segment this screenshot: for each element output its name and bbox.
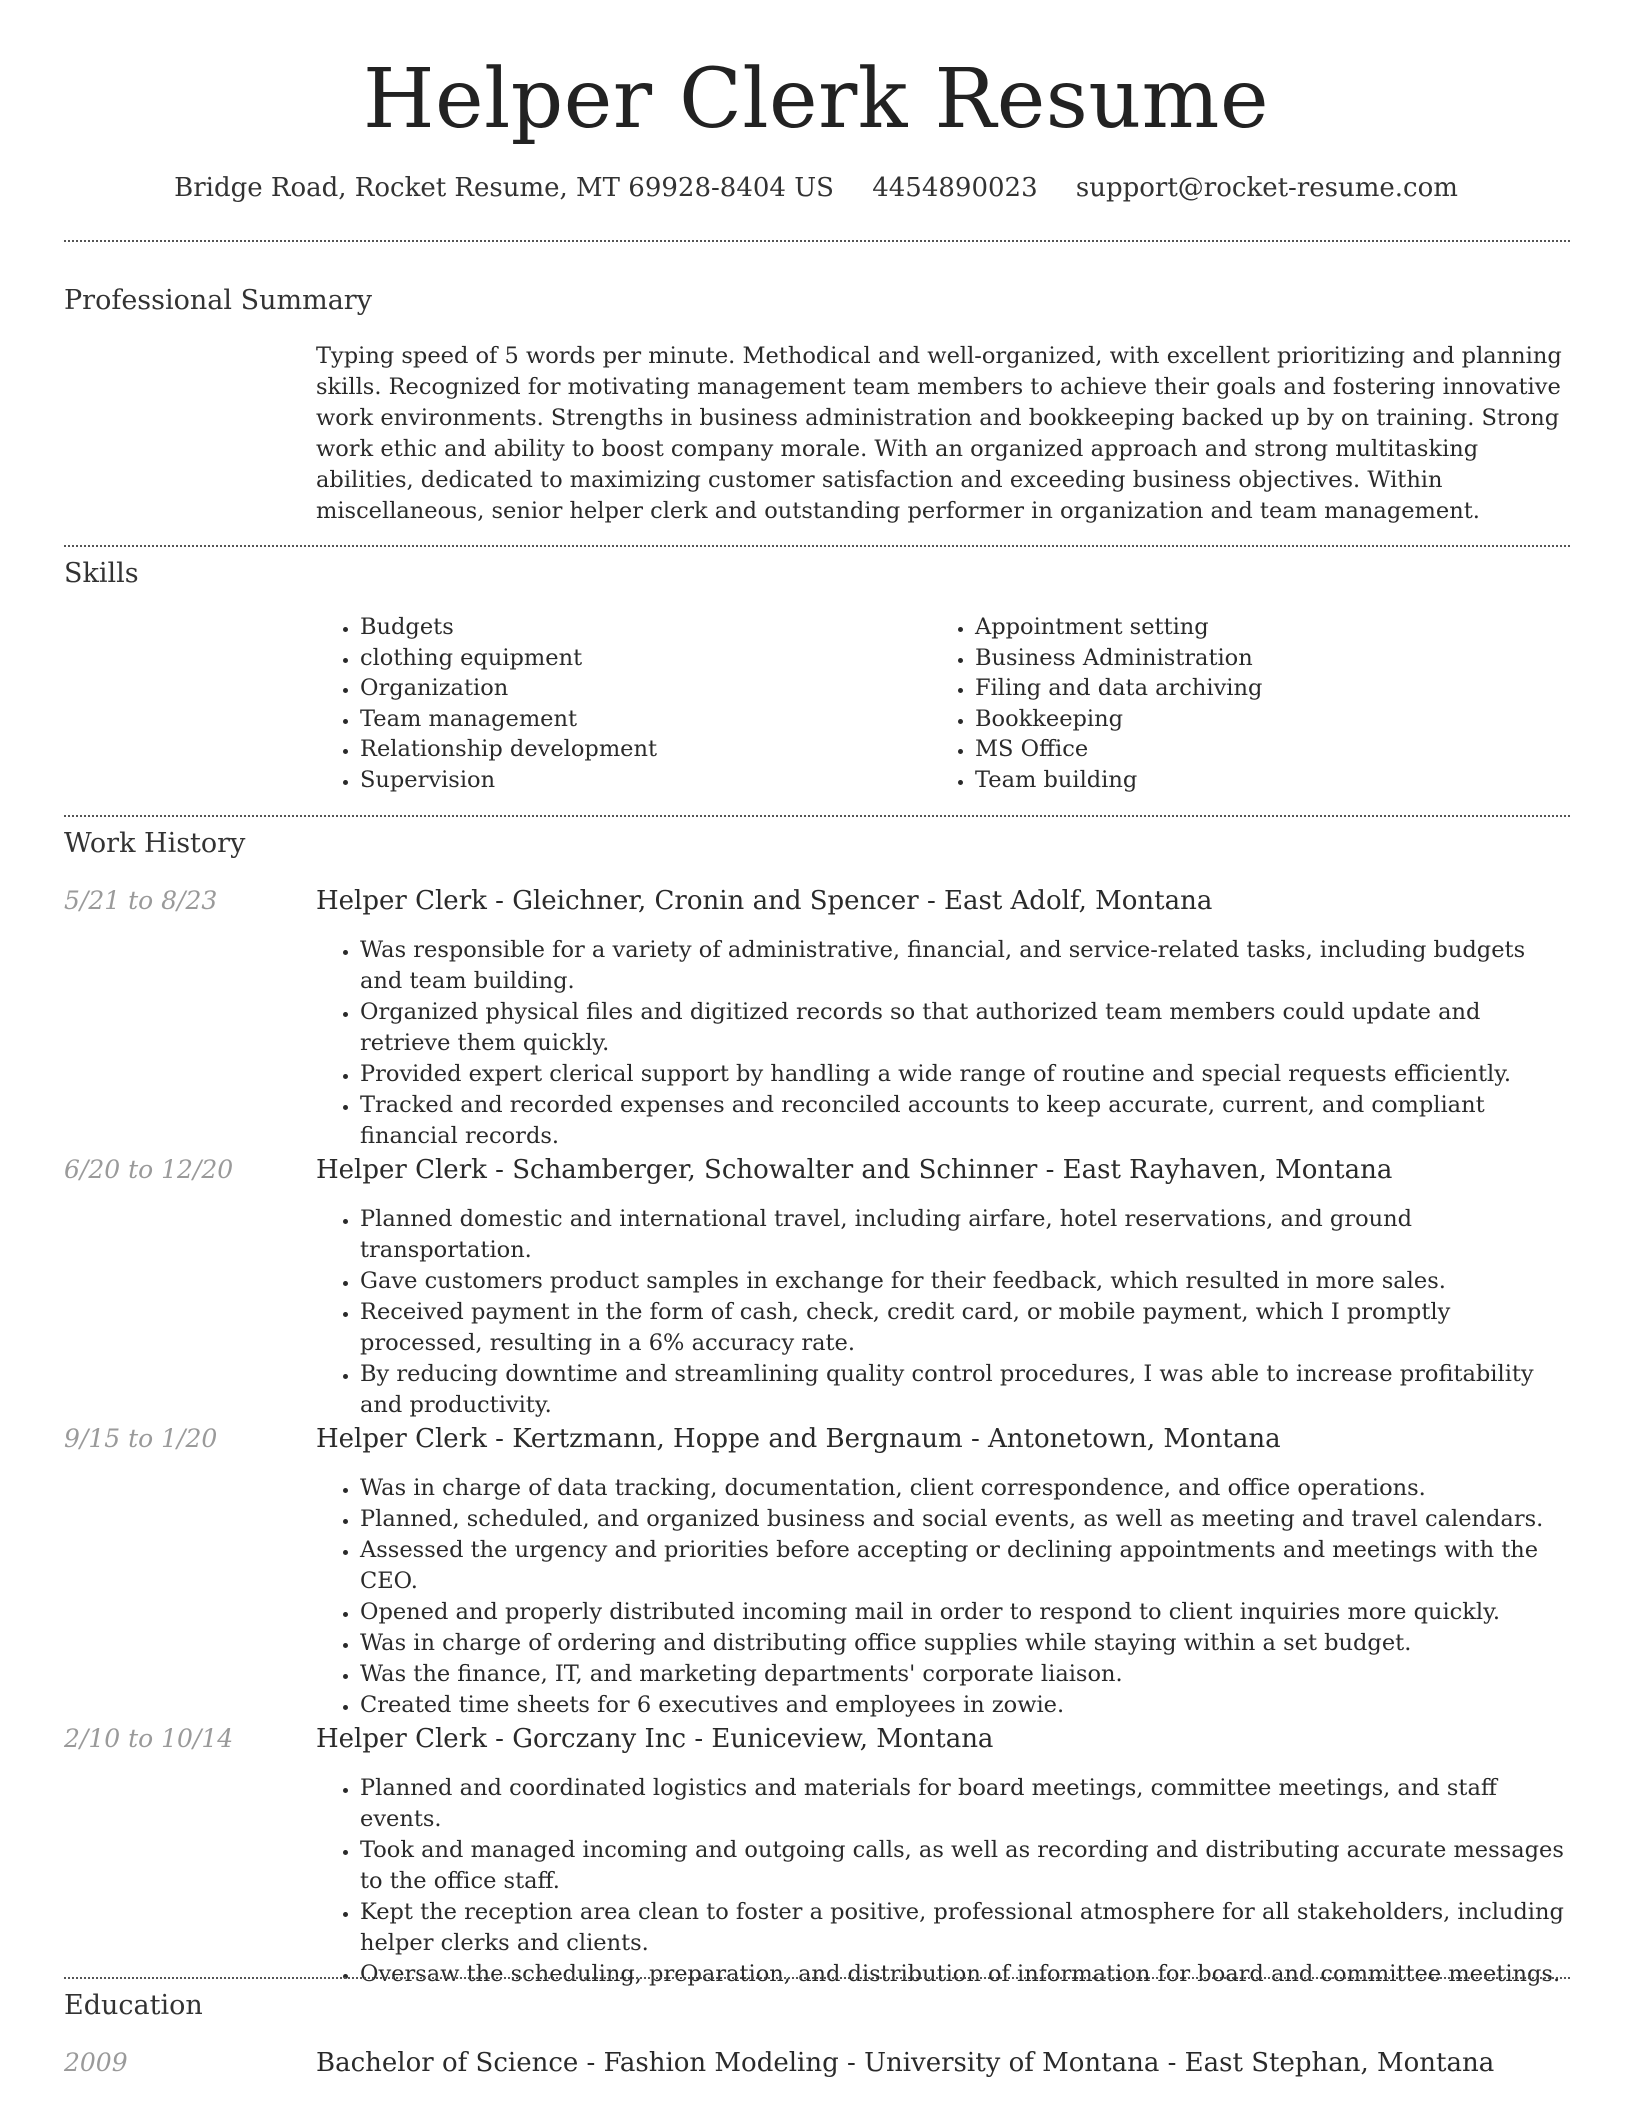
- skill-item: • Organization: [360, 673, 896, 704]
- job-dates: 6/20 to 12/20: [64, 1155, 234, 1184]
- job-bullet: • By reducing downtime and streamlining quality control procedures, I was able to increase profitability and productivity.: [360, 1359, 1570, 1421]
- job-bullets: [316, 1204, 1570, 1421]
- job-bullet: • Was in charge of ordering and distributing office supplies while staying within a set budget.: [360, 1628, 1570, 1659]
- skill-item: • clothing equipment: [360, 643, 896, 674]
- education-year: 2009: [64, 2048, 128, 2077]
- summary-heading: Professional Summary: [64, 285, 372, 316]
- skill-item: • Appointment setting: [975, 612, 1531, 643]
- job-bullets: [316, 935, 1570, 1152]
- contact-line: [0, 170, 1632, 206]
- divider: [64, 240, 1570, 242]
- job-bullet: • Oversaw the scheduling, preparation, and distribution of information for board and committee meetings.: [360, 1959, 1570, 1990]
- job-bullet: • Tracked and recorded expenses and reconciled accounts to keep accurate, current, and compliant financial records.: [360, 1090, 1570, 1152]
- job-bullet: • Was responsible for a variety of administrative, financial, and service-related tasks, including budgets and team building.: [360, 935, 1570, 997]
- resume-title: Helper Clerk Resume: [363, 52, 1269, 147]
- divider: [64, 1977, 1570, 1979]
- education-degree: Bachelor of Science - Fashion Modeling - University of Montana - East Stephan, Montana: [316, 2048, 1495, 2078]
- skills-right-column: [931, 612, 1531, 796]
- job-bullet: • Planned domestic and international travel, including airfare, hotel reservations, and ground transportation.: [360, 1204, 1570, 1266]
- job-bullet: • Took and managed incoming and outgoing calls, as well as recording and distributing accurate messages to the office staff.: [360, 1835, 1570, 1897]
- job-bullet: • Was in charge of data tracking, documentation, client correspondence, and office operations.: [360, 1473, 1570, 1504]
- skill-item: • Supervision: [360, 765, 896, 796]
- education-heading: Education: [64, 1990, 203, 2021]
- work-history-heading: Work History: [64, 828, 246, 859]
- job-title: Helper Clerk - Gorczany Inc - Euniceview, Montana: [316, 1724, 994, 1754]
- job-bullets: [316, 1473, 1570, 1721]
- summary-text: Typing speed of 5 words per minute. Methodical and well-organized, with excellent prioritizing and planning skills. Recognized for motivating management team members to achieve their goals and fostering innovative work environments. Strengths in business administration and bookkeeping backed up by on training. Strong work ethic and ability to boost company morale. With an organized approach and strong multitasking abilities, dedicated to maximizing customer satisfaction and exceeding business objectives. Within miscellaneous, senior helper clerk and outstanding performer in organization and team management.: [316, 343, 1562, 524]
- skills-left-column: [316, 612, 896, 796]
- job-dates: 2/10 to 10/14: [64, 1724, 234, 1753]
- divider: [64, 545, 1570, 547]
- skill-item: • MS Office: [975, 734, 1531, 765]
- job-bullet: • Planned and coordinated logistics and materials for board meetings, committee meetings, and staff events.: [360, 1773, 1570, 1835]
- job-title: Helper Clerk - Kertzmann, Hoppe and Bergnaum - Antonetown, Montana: [316, 1424, 1281, 1454]
- skill-item: • Bookkeeping: [975, 704, 1531, 735]
- skill-item: • Business Administration: [975, 643, 1531, 674]
- job-bullet: • Received payment in the form of cash, check, credit card, or mobile payment, which I promptly processed, resulting in a 6% accuracy rate.: [360, 1297, 1570, 1359]
- job-bullet: • Provided expert clerical support by handling a wide range of routine and special requests efficiently.: [360, 1059, 1570, 1090]
- skill-item: • Filing and data archiving: [975, 673, 1531, 704]
- contact-email: support@rocket-resume.com: [1075, 173, 1458, 203]
- job-bullet: • Was the finance, IT, and marketing departments' corporate liaison.: [360, 1659, 1570, 1690]
- job-bullet: • Organized physical files and digitized records so that authorized team members could update and retrieve them quickly.: [360, 997, 1570, 1059]
- divider: [64, 815, 1570, 817]
- job-bullet: • Opened and properly distributed incoming mail in order to respond to client inquiries more quickly.: [360, 1597, 1570, 1628]
- job-bullet: • Planned, scheduled, and organized business and social events, as well as meeting and travel calendars.: [360, 1504, 1570, 1535]
- job-bullet: • Gave customers product samples in exchange for their feedback, which resulted in more sales.: [360, 1266, 1570, 1297]
- job-bullets: [316, 1773, 1570, 1990]
- skill-item: • Team building: [975, 765, 1531, 796]
- job-title: Helper Clerk - Gleichner, Cronin and Spencer - East Adolf, Montana: [316, 886, 1213, 916]
- job-bullet: • Created time sheets for 6 executives and employees in zowie.: [360, 1690, 1570, 1721]
- job-title: Helper Clerk - Schamberger, Schowalter and Schinner - East Rayhaven, Montana: [316, 1155, 1393, 1185]
- contact-address: Bridge Road, Rocket Resume, MT 69928-8404 US: [174, 173, 834, 203]
- contact-phone: 4454890023: [872, 173, 1038, 203]
- job-bullet: • Assessed the urgency and priorities before accepting or declining appointments and meetings with the CEO.: [360, 1535, 1570, 1597]
- skill-item: • Budgets: [360, 612, 896, 643]
- job-dates: 9/15 to 1/20: [64, 1424, 218, 1453]
- skills-heading: Skills: [64, 558, 139, 589]
- job-dates: 5/21 to 8/23: [64, 886, 218, 915]
- skill-item: • Team management: [360, 704, 896, 735]
- skill-item: • Relationship development: [360, 734, 896, 765]
- job-bullet: • Kept the reception area clean to foster a positive, professional atmosphere for all stakeholders, including helper clerks and clients.: [360, 1897, 1570, 1959]
